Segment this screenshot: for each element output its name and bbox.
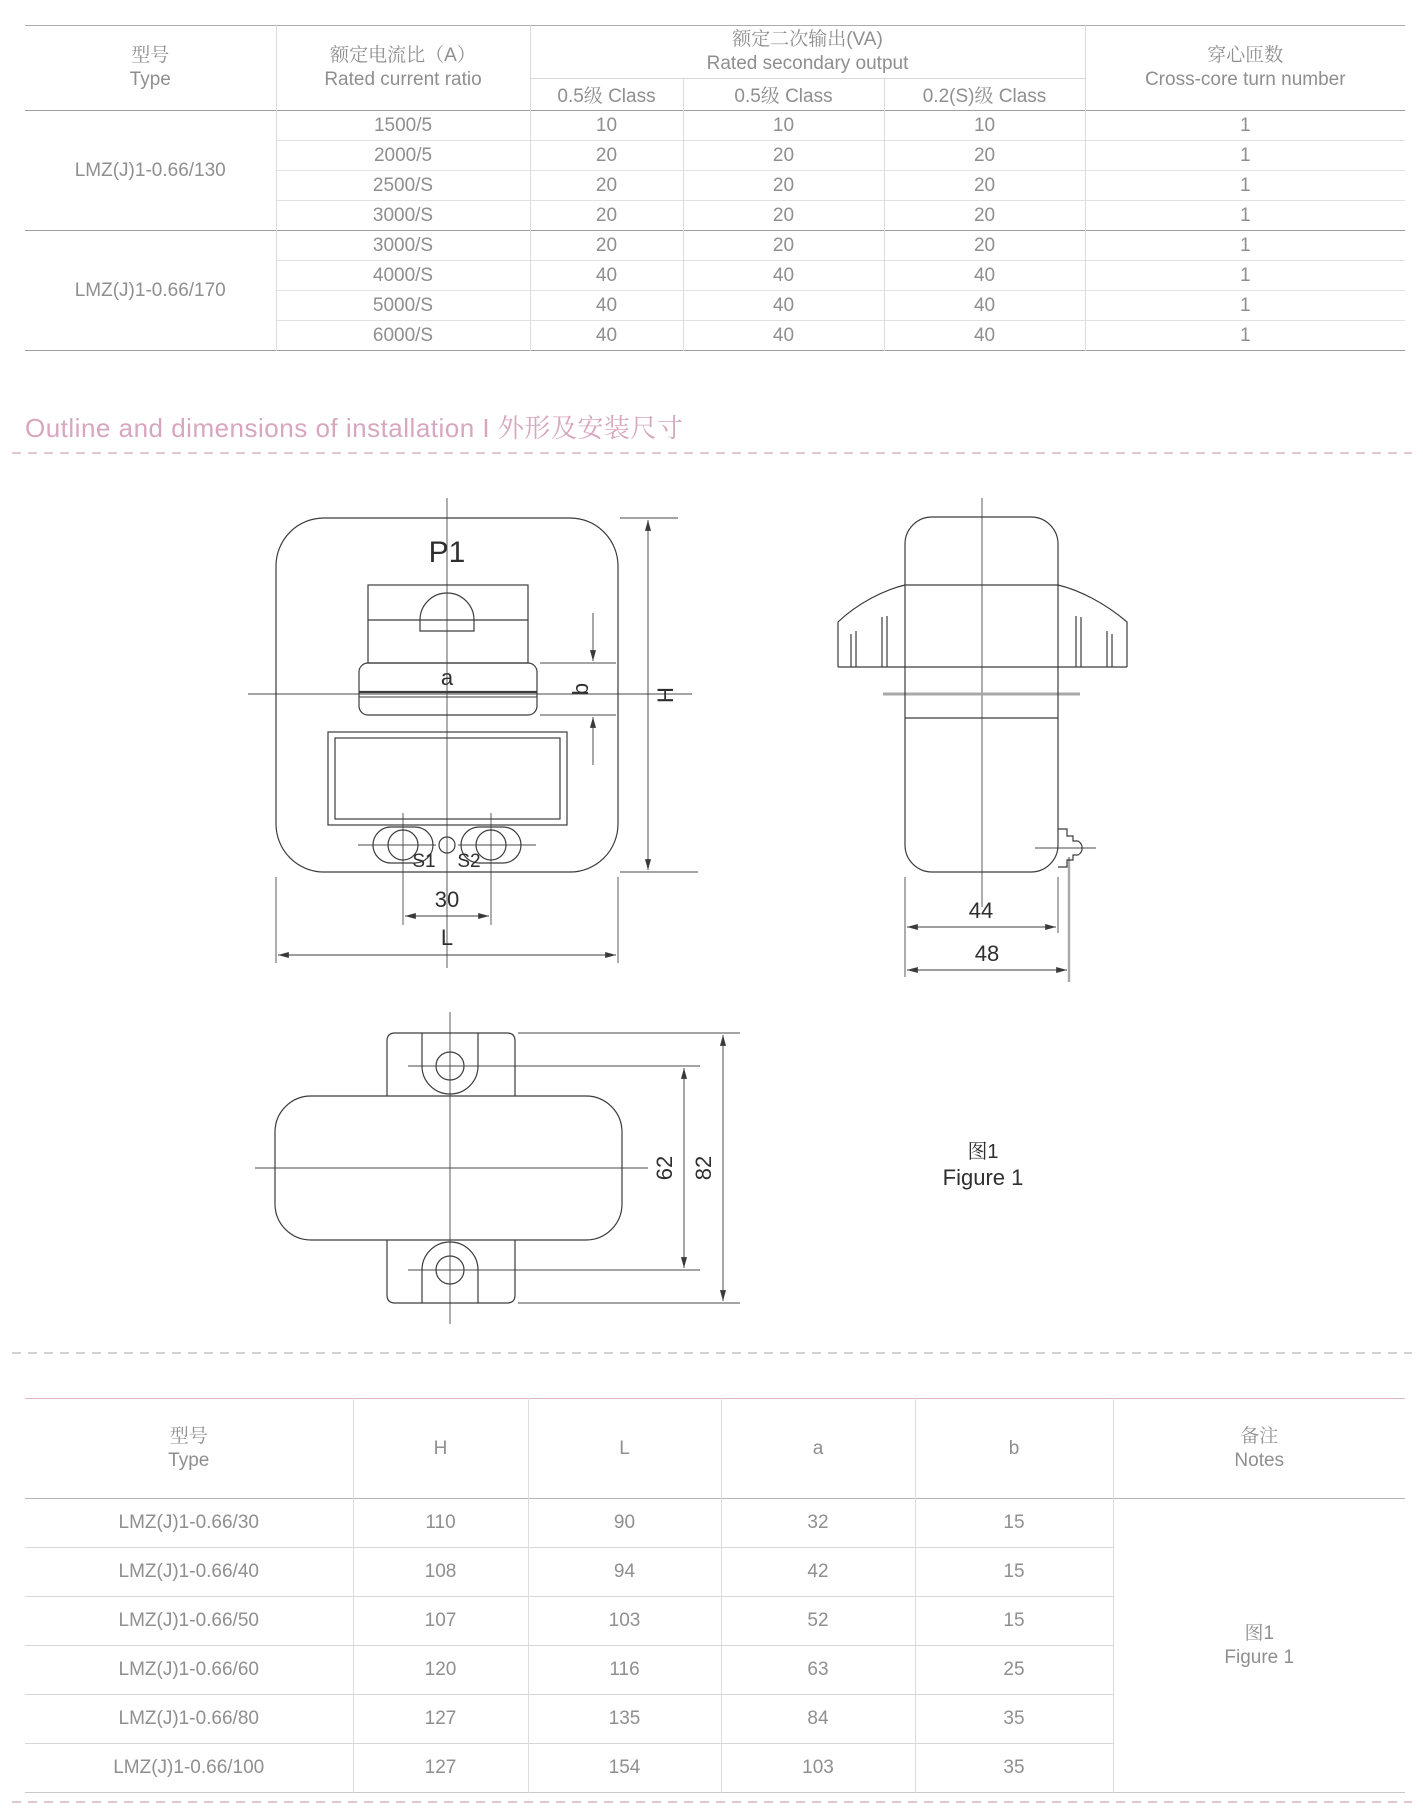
s1-terminal-label: S1 — [412, 851, 436, 872]
turns-cell: 1 — [1085, 261, 1405, 291]
dim-b-cell: 35 — [915, 1695, 1113, 1744]
va-cell: 40 — [884, 261, 1085, 291]
dim-type-cell: LMZ(J)1-0.66/60 — [25, 1646, 353, 1695]
turns-cell: 1 — [1085, 321, 1405, 351]
spec-type-cell: LMZ(J)1-0.66/170 — [25, 231, 276, 351]
va-cell: 20 — [884, 171, 1085, 201]
dim-b-cell: 15 — [915, 1499, 1113, 1548]
footer-dashed-divider — [12, 1801, 1412, 1803]
va-cell: 10 — [884, 111, 1085, 141]
dim-b-cell: 15 — [915, 1548, 1113, 1597]
ratio-cell: 4000/S — [276, 261, 530, 291]
va-cell: 20 — [884, 141, 1085, 171]
dim-l-cell: 90 — [528, 1499, 721, 1548]
turns-cell: 1 — [1085, 201, 1405, 231]
ratio-cell: 2000/5 — [276, 141, 530, 171]
va-cell: 40 — [884, 321, 1085, 351]
dim-type-cell: LMZ(J)1-0.66/30 — [25, 1499, 353, 1548]
dim-col-b-header: b — [915, 1399, 1113, 1499]
spec-row — [25, 231, 1405, 261]
turns-cell: 1 — [1085, 231, 1405, 261]
va-cell: 20 — [884, 201, 1085, 231]
dim-a-cell: 63 — [721, 1646, 915, 1695]
va-cell: 20 — [530, 201, 683, 231]
dim-h-cell: 108 — [353, 1548, 528, 1597]
va-cell: 20 — [530, 171, 683, 201]
va-cell: 20 — [683, 171, 884, 201]
dim-a-cell: 84 — [721, 1695, 915, 1744]
dim-h-cell: 127 — [353, 1695, 528, 1744]
dim-48-label: 48 — [974, 941, 1000, 966]
spec-col-output-en: Rated secondary output — [706, 53, 909, 74]
spec-row — [25, 111, 1405, 141]
dim-col-a-header: a — [721, 1399, 915, 1499]
dimensions-table — [25, 1398, 1405, 1793]
dim-b-cell: 15 — [915, 1597, 1113, 1646]
spec-class-col-1: 0.5级 Class — [530, 79, 683, 111]
dim-type-cell: LMZ(J)1-0.66/50 — [25, 1597, 353, 1646]
section-title: Outline and dimensions of installation I 外形及安装尺寸 — [25, 413, 684, 443]
ratio-cell: 3000/S — [276, 231, 530, 261]
va-cell: 20 — [683, 201, 884, 231]
spec-col-turns-header — [1085, 26, 1405, 111]
spec-col-turns-zh: 穿心匝数 — [1207, 45, 1284, 67]
dim-col-l-header: L — [528, 1399, 721, 1499]
va-cell: 10 — [683, 111, 884, 141]
dim-type-cell: LMZ(J)1-0.66/100 — [25, 1744, 353, 1793]
turns-cell: 1 — [1085, 291, 1405, 321]
va-cell: 40 — [530, 261, 683, 291]
figure-caption-en: Figure 1 — [942, 1165, 1024, 1190]
dim-b-label: b — [568, 682, 593, 696]
dim-82-label: 82 — [691, 1155, 716, 1181]
dim-l-cell: 135 — [528, 1695, 721, 1744]
dim-notes-cell — [1113, 1499, 1405, 1793]
dim-col-notes-en: Notes — [1234, 1449, 1285, 1471]
va-cell: 40 — [683, 291, 884, 321]
ratio-cell: 2500/S — [276, 171, 530, 201]
ratio-cell: 1500/5 — [276, 111, 530, 141]
va-cell: 40 — [683, 321, 884, 351]
bottom-view-drawing — [248, 1008, 748, 1328]
dim-l-cell: 103 — [528, 1597, 721, 1646]
spec-col-ratio-en: Rated current ratio — [324, 69, 482, 90]
dim-30-label: 30 — [434, 887, 460, 912]
side-view-drawing — [830, 495, 1130, 995]
spec-col-output-zh: 额定二次输出(VA) — [732, 29, 883, 51]
dim-notes-zh: 图1 — [1244, 1622, 1275, 1644]
dim-a-cell: 32 — [721, 1499, 915, 1548]
turns-cell: 1 — [1085, 141, 1405, 171]
dim-type-cell: LMZ(J)1-0.66/40 — [25, 1548, 353, 1597]
figure-caption — [928, 1140, 1038, 1193]
spec-col-type-header — [25, 26, 276, 111]
dim-col-type-header — [25, 1399, 353, 1499]
va-cell: 20 — [530, 141, 683, 171]
spec-col-output-header — [530, 26, 1085, 79]
spec-col-ratio-header — [276, 26, 530, 111]
va-cell: 40 — [530, 291, 683, 321]
va-cell: 20 — [683, 141, 884, 171]
dim-col-notes-header — [1113, 1399, 1405, 1499]
dim-col-h-header: H — [353, 1399, 528, 1499]
dim-44-label: 44 — [968, 898, 994, 923]
dim-l-cell: 94 — [528, 1548, 721, 1597]
va-cell: 20 — [884, 231, 1085, 261]
s2-terminal-label: S2 — [457, 851, 481, 872]
dim-l-cell: 154 — [528, 1744, 721, 1793]
dim-l-cell: 116 — [528, 1646, 721, 1695]
ratio-cell: 3000/S — [276, 201, 530, 231]
va-cell: 20 — [683, 231, 884, 261]
turns-cell: 1 — [1085, 171, 1405, 201]
gray-dashed-divider — [12, 1352, 1412, 1354]
dim-h-label: H — [653, 687, 678, 703]
turns-cell: 1 — [1085, 111, 1405, 141]
spec-class-col-2: 0.5级 Class — [683, 79, 884, 111]
va-cell: 40 — [530, 321, 683, 351]
dim-col-type-en: Type — [168, 1449, 210, 1471]
spec-col-turns-en: Cross-core turn number — [1144, 69, 1346, 90]
va-cell: 40 — [683, 261, 884, 291]
dim-notes-en: Figure 1 — [1224, 1646, 1295, 1668]
dim-col-notes-zh: 备注 — [1240, 1425, 1279, 1447]
spec-table — [25, 25, 1405, 351]
dim-a-label: a — [440, 665, 454, 690]
figure-caption-zh: 图1 — [967, 1141, 999, 1163]
p1-label: P1 — [428, 536, 466, 569]
va-cell: 40 — [884, 291, 1085, 321]
dim-h-cell: 107 — [353, 1597, 528, 1646]
ratio-cell: 5000/S — [276, 291, 530, 321]
dim-h-cell: 127 — [353, 1744, 528, 1793]
va-cell: 20 — [530, 231, 683, 261]
dim-l-label: L — [440, 925, 454, 950]
spec-col-ratio-zh: 额定电流比（A） — [330, 45, 476, 67]
front-view-drawing — [240, 495, 700, 975]
dim-62-label: 62 — [652, 1155, 677, 1181]
dim-type-cell: LMZ(J)1-0.66/80 — [25, 1695, 353, 1744]
ratio-cell: 6000/S — [276, 321, 530, 351]
dim-a-cell: 103 — [721, 1744, 915, 1793]
dim-header-row — [25, 1399, 1405, 1499]
dim-col-type-zh: 型号 — [169, 1425, 208, 1447]
dim-row — [25, 1499, 1405, 1548]
dim-h-cell: 110 — [353, 1499, 528, 1548]
spec-header-row-1 — [25, 26, 1405, 79]
spec-col-type-en: Type — [129, 69, 171, 90]
dim-a-cell: 42 — [721, 1548, 915, 1597]
dim-h-cell: 120 — [353, 1646, 528, 1695]
dim-b-cell: 35 — [915, 1744, 1113, 1793]
spec-col-type-zh: 型号 — [131, 45, 170, 67]
dim-a-cell: 52 — [721, 1597, 915, 1646]
spec-type-cell: LMZ(J)1-0.66/130 — [25, 111, 276, 231]
dim-b-cell: 25 — [915, 1646, 1113, 1695]
spec-class-col-3: 0.2(S)级 Class — [884, 79, 1085, 111]
pink-dashed-divider — [12, 452, 1412, 454]
va-cell: 10 — [530, 111, 683, 141]
